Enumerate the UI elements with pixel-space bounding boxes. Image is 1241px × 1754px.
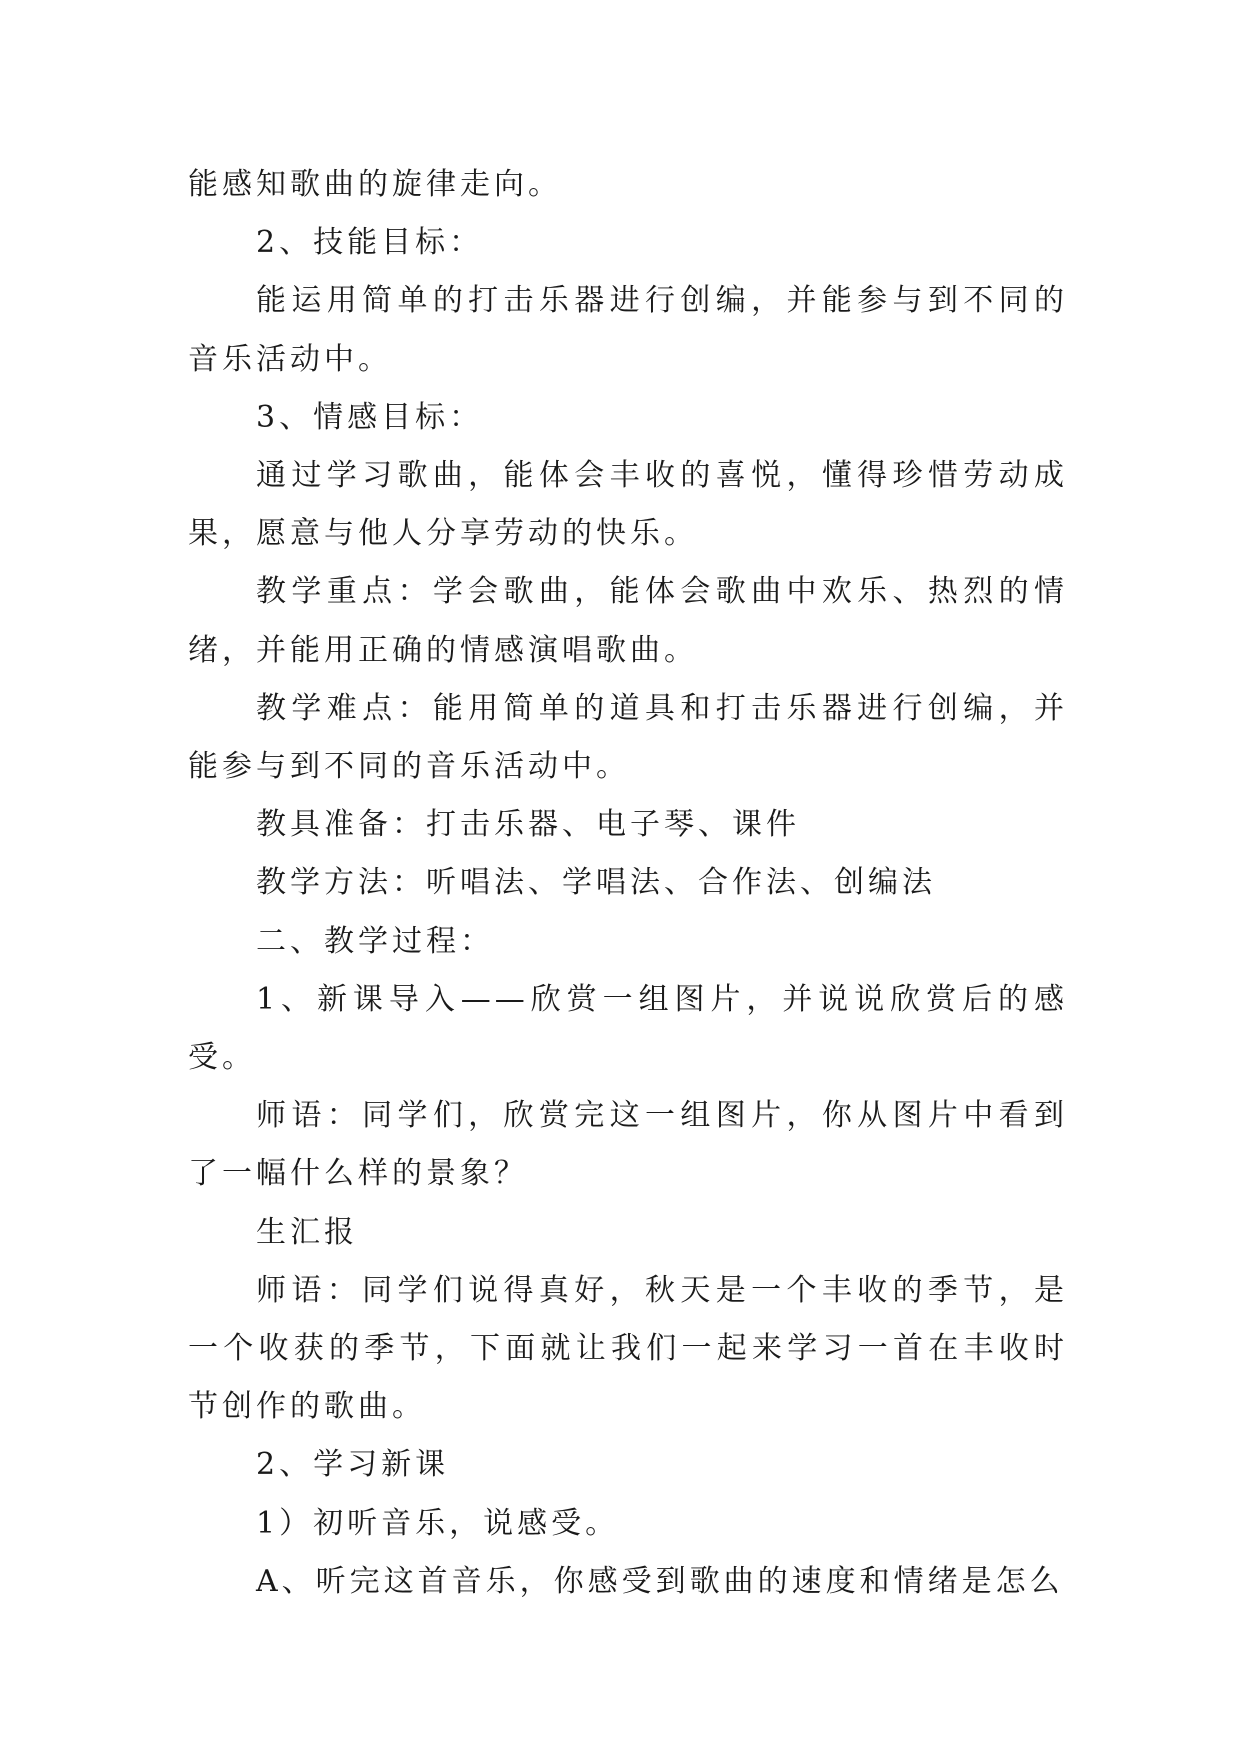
paragraph: 通过学习歌曲，能体会丰收的喜悦，懂得珍惜劳动成果，愿意与他人分享劳动的快乐。 — [188, 458, 1068, 552]
paragraph: 生汇报 — [256, 1214, 358, 1250]
section-heading-skill-goals: 2、技能目标： — [256, 225, 484, 261]
paragraph: 师语：同学们，欣赏完这一组图片，你从图片中看到了一幅什么样的景象？ — [188, 1098, 1068, 1192]
document-body — [188, 156, 1068, 1611]
paragraph: 能感知歌曲的旋律走向。 — [188, 167, 562, 202]
section-heading-new-lesson: 2、学习新课 — [256, 1447, 450, 1483]
teaching-methods: 教学方法：听唱法、学唱法、合作法、创编法 — [256, 865, 936, 901]
paragraph: 1、新课导入——欣赏一组图片，并说说欣赏后的感受。 — [188, 981, 1068, 1076]
paragraph: 1）初听音乐，说感受。 — [256, 1505, 620, 1541]
teaching-key-points: 教学重点：学会歌曲，能体会歌曲中欢乐、热烈的情绪，并能用正确的情感演唱歌曲。 — [188, 574, 1068, 668]
section-heading-teaching-process: 二、教学过程： — [256, 923, 494, 959]
section-heading-emotion-goals: 3、情感目标： — [256, 399, 484, 435]
teaching-aids: 教具准备：打击乐器、电子琴、课件 — [256, 807, 800, 843]
paragraph: 师语：同学们说得真好，秋天是一个丰收的季节，是一个收获的季节，下面就让我们一起来学习一首在丰收时节创作的歌曲。 — [188, 1272, 1068, 1425]
teaching-difficulties: 教学难点：能用简单的道具和打击乐器进行创编，并能参与到不同的音乐活动中。 — [188, 690, 1068, 785]
paragraph: A、听完这首音乐，你感受到歌曲的速度和情绪是怎么 — [256, 1563, 1064, 1599]
paragraph: 能运用简单的打击乐器进行创编，并能参与到不同的音乐活动中。 — [188, 283, 1068, 377]
